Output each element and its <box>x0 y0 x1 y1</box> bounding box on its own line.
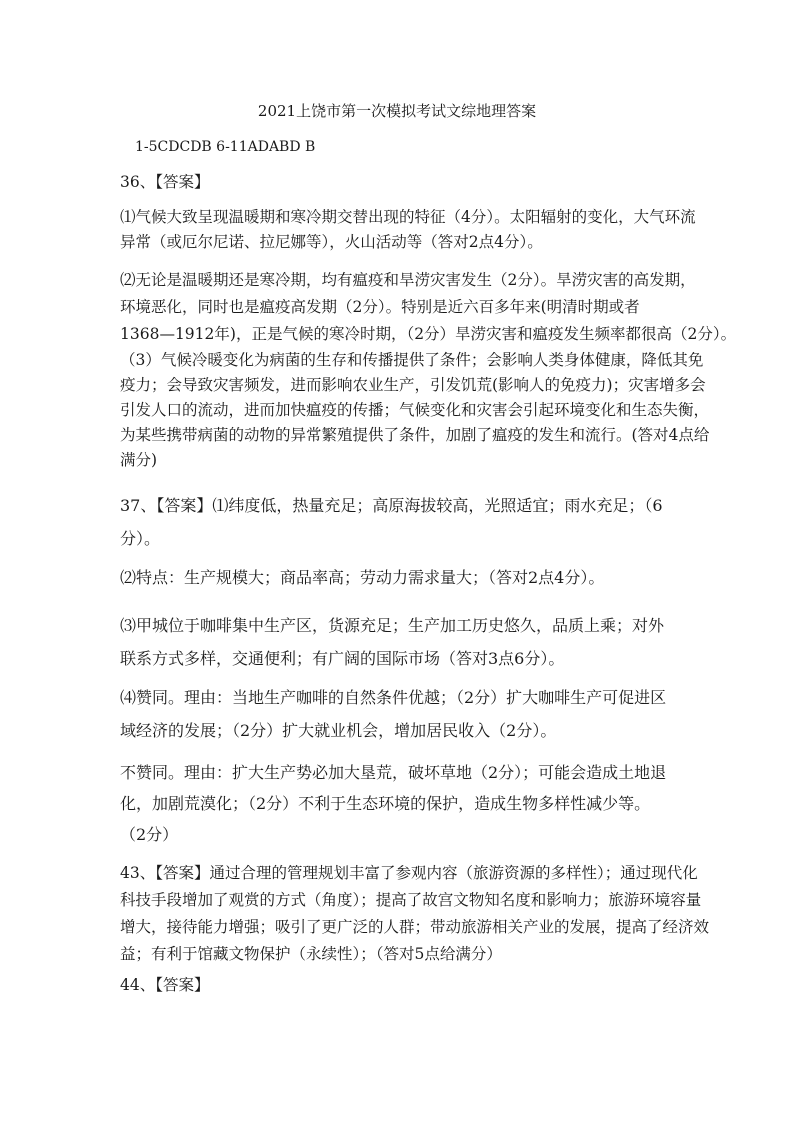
text-line: ⑶甲城位于咖啡集中生产区，货源充足；生产加工历史悠久，品质上乘；对外 <box>120 616 665 635</box>
text-line: （2分） <box>120 825 179 844</box>
q36-header: 36、【答案】 <box>120 173 210 191</box>
text-line: 疫力；会导致灾害频发，进而影响农业生产，引发饥荒(影响人的免疫力)；灾害增多会 <box>120 376 706 394</box>
text-line: 域经济的发展；（2分）扩大就业机会，增加居民收入（2分）。 <box>120 721 557 740</box>
q36-part1 <box>120 205 696 255</box>
q36-part3 <box>120 348 710 473</box>
text-line: 43、【答案】通过合理的管理规划丰富了参观内容（旅游资源的多样性）；通过现代化 <box>120 864 698 882</box>
text-line: 化，加剧荒漠化；（2分）不利于生态环境的保护，造成生物多样性减少等。 <box>120 794 651 813</box>
text-line: 引发人口的流动，进而加快瘟疫的传播；气候变化和灾害会引起环境变化和生态失衡， <box>120 401 710 419</box>
choice-answers: 1-5CDCDB 6-11ADABD B <box>135 139 316 155</box>
text-line: 增大，接待能力增强；吸引了更广泛的人群；带动旅游相关产业的发展，提高了经济效 <box>120 918 710 936</box>
text-line: 满分) <box>120 451 158 469</box>
q37-part5 <box>120 757 690 850</box>
q37-part4 <box>120 681 690 747</box>
text-line: 37、【答案】⑴纬度低，热量充足；高原海拔较高，光照适宜；雨水充足；（6 <box>120 496 663 515</box>
text-line: （3）气候冷暖变化为病菌的生存和传播提供了条件；会影响人类身体健康，降低其免 <box>120 351 704 369</box>
q37-part3 <box>120 609 690 675</box>
q43-answer <box>120 860 710 968</box>
text-line: 科技手段增加了观赏的方式（角度）；提高了故宫文物知名度和影响力；旅游环境容量 <box>120 891 702 909</box>
text-line: ⑷赞同。理由：当地生产咖啡的自然条件优越；（2分）扩大咖啡生产可促进区 <box>120 688 667 707</box>
q37-part2 <box>120 565 690 590</box>
document-title: 2021上饶市第一次模拟考试文综地理答案 <box>257 102 537 120</box>
text-line: 分）。 <box>120 529 161 548</box>
q36-part2 <box>120 267 737 348</box>
text-line: 为某些携带病菌的动物的异常繁殖提供了条件，加剧了瘟疫的发生和流行。(答对4点给 <box>120 426 710 444</box>
text-line: 益；有利于馆藏文物保护（永续性）；（答对5点给满分） <box>120 945 502 963</box>
text-line: ⑵特点：生产规模大；商品率高；劳动力需求量大；（答对2点4分）。 <box>120 568 605 587</box>
q37-part1 <box>120 489 690 555</box>
q44-header: 44、【答案】 <box>120 976 210 994</box>
text-line: 不赞同。理由：扩大生产势必加大垦荒，破坏草地（2分）；可能会造成土地退 <box>120 763 667 782</box>
text-line: 环境恶化，同时也是瘟疫高发期（2分）。特别是近六百多年来(明清时期或者 <box>120 298 640 316</box>
text-line: ⑵无论是温暖期还是寒冷期，均有瘟疫和旱涝灾害发生（2分）。旱涝灾害的高发期， <box>120 271 696 289</box>
text-line: 1368—1912年)，正是气候的寒冷时期，（2分）旱涝灾害和瘟疫发生频率都很高（2分）。 <box>120 325 737 343</box>
text-line: ⑴气候大致呈现温暖期和寒冷期交替出现的特征（4分）。太阳辐射的变化，大气环流 <box>120 208 696 226</box>
text-line: 联系方式多样，交通便利；有广阔的国际市场（答对3点6分）。 <box>120 649 565 668</box>
text-line: 异常（或厄尔尼诺、拉尼娜等），火山活动等（答对2点4分）。 <box>120 233 543 251</box>
